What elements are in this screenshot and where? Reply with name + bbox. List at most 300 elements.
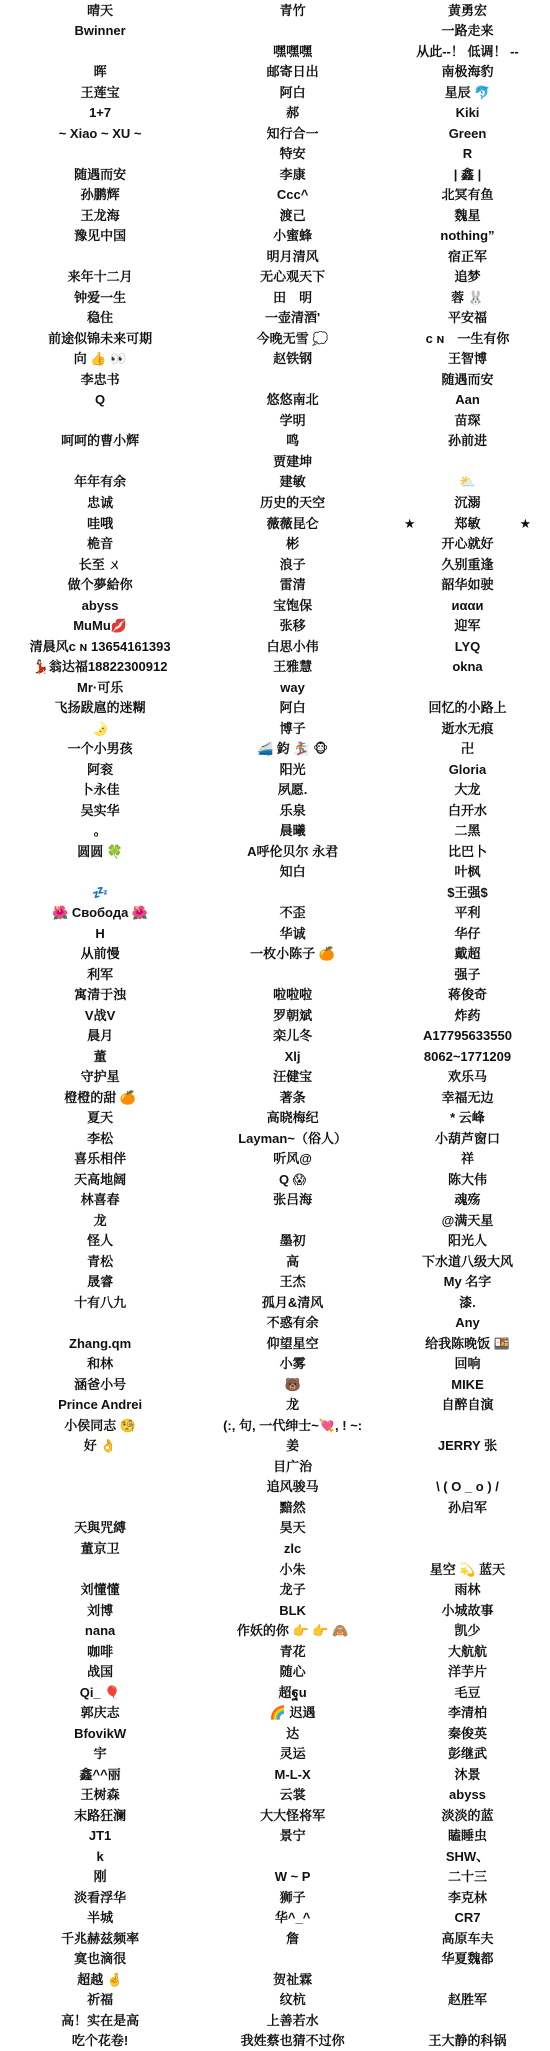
name-cell: 自醉自演 (441, 1397, 494, 1413)
name-cell (385, 1456, 550, 1477)
name-cell: Ccc^ (276, 187, 309, 203)
name-cell: 青花 (279, 1643, 306, 1659)
name-cell: MuMu💋 (73, 618, 127, 634)
name-cell: 炸药 (454, 1007, 481, 1023)
name-cell: 鸣 (286, 433, 300, 449)
name-cell: 华夏魏都 (441, 1951, 494, 1967)
name-cell: 洋芋片 (447, 1664, 487, 1680)
name-cell: 久别重逢 (441, 556, 494, 572)
name-cell (385, 1415, 550, 1436)
name-cell: ★ 郑敏 ★ (403, 515, 532, 531)
name-cell: (:, 句, 一代绅士~💘, ! ~: (223, 1417, 363, 1433)
name-cell: 知行合一 (266, 125, 319, 141)
name-cell: 吃个花卷! (71, 2033, 129, 2049)
name-cell (200, 1846, 385, 1867)
name-cell: 青松 (87, 1253, 114, 1269)
name-cell: 贺祉霖 (273, 1971, 313, 1987)
name-cell: 寓清于浊 (74, 987, 127, 1003)
name-cell: 赵铁钢 (273, 351, 313, 367)
name-cell: 豫见中国 (74, 228, 127, 244)
name-cell: 达 (286, 1725, 300, 1741)
name-cell: 狮子 (279, 1889, 306, 1905)
name-cell: 墨初 (279, 1233, 306, 1249)
name-cell: abyss (81, 597, 119, 613)
name-cell: 黯然 (279, 1499, 306, 1515)
name-cell (0, 1313, 200, 1334)
name-cell: 张移 (279, 618, 306, 634)
name-cell: 小葫芦窗口 (434, 1130, 500, 1146)
name-cell: 华诚 (279, 925, 306, 941)
name-cell: 雨林 (454, 1582, 481, 1598)
name-cell: 韶华如驶 (441, 577, 494, 593)
name-cell: 黄勇宏 (447, 2, 487, 18)
name-cell: 董 (93, 1048, 107, 1064)
name-cell (200, 21, 385, 42)
name-cell: 蒋俊奇 (447, 987, 487, 1003)
name-cell (385, 451, 550, 472)
name-cell: 华仔 (454, 925, 481, 941)
name-cell: 涵爸小号 (74, 1376, 127, 1392)
name-cell: Prince Andrei (58, 1397, 143, 1413)
name-cell: 好 👌 (83, 1438, 117, 1454)
name-cell: 龙子 (279, 1582, 306, 1598)
name-cell: 。 (93, 823, 107, 839)
name-cell: 小雾 (279, 1356, 306, 1372)
name-cell: 漆. (459, 1294, 476, 1310)
name-cell: Layman~（俗人） (238, 1130, 347, 1146)
name-cell: 平安福 (447, 310, 487, 326)
name-cell (385, 1969, 550, 1990)
name-cell: 薇薇昆仑 (266, 515, 319, 531)
name-cell: 无心观天下 (260, 269, 326, 285)
name-cell: 李康 (279, 166, 306, 182)
name-cell: 浪子 (279, 556, 306, 572)
name-cell: 回响 (454, 1356, 481, 1372)
name-cell (385, 2010, 550, 2031)
name-cell: 随心 (279, 1664, 306, 1680)
name-cell: иααи (451, 597, 484, 613)
name-cell (0, 1456, 200, 1477)
name-cell: Q 😱 (278, 1171, 307, 1187)
name-cell: 孙鹏辉 (80, 187, 120, 203)
name-cell: | 鑫 | (453, 166, 482, 182)
name-cell: 小朱 (279, 1561, 306, 1577)
name-cell: Q (95, 392, 106, 408)
name-cell: 一个小男孩 (67, 741, 133, 757)
name-cell: Kiki (455, 105, 480, 121)
name-cell: 张吕海 (273, 1192, 313, 1208)
name-cell: BLK (279, 1602, 306, 1618)
name-cell: 王大静的科锅 (428, 2033, 507, 2049)
name-cell: Green (448, 125, 487, 141)
name-cell: LYQ (454, 638, 481, 654)
name-cell (200, 1948, 385, 1969)
name-cell: ᴄ ɴ 一生有你 (425, 330, 510, 346)
name-cell: 作妖的你 👉 👉 🙈 (236, 1623, 349, 1639)
name-cell: 做个夢給你 (67, 577, 133, 593)
name-cell: 和林 (87, 1356, 114, 1372)
name-cell: 华^_^ (274, 1910, 311, 1926)
name-cell: 知白 (279, 864, 306, 880)
name-cell: 李忠书 (80, 371, 120, 387)
name-cell: 飞扬跋扈的迷糊 (54, 700, 146, 716)
name-cell: H (95, 925, 105, 941)
name-cell: V战V (84, 1007, 116, 1023)
name-cell: 天高地阔 (74, 1171, 127, 1187)
name-cell: 郝 (286, 105, 300, 121)
name-cell: 阿衮 (87, 761, 114, 777)
name-cell: 随遇而安 (74, 166, 127, 182)
name-cell (385, 1538, 550, 1559)
name-cell (200, 369, 385, 390)
name-cell (200, 882, 385, 903)
name-cell: 贾建坤 (273, 453, 313, 469)
name-cell: 吴实华 (80, 802, 120, 818)
name-cell: 栾儿冬 (273, 1028, 313, 1044)
name-cell: 从此--！ 低调！ -- (416, 43, 519, 59)
name-cell: 沉溺 (454, 494, 481, 510)
name-cell: 🌺 Свобода 🌺 (52, 905, 149, 921)
name-cell: 高 (286, 1253, 300, 1269)
name-cell: MIKE (451, 1376, 484, 1392)
name-cell: way (280, 679, 305, 695)
name-cell: 悠悠南北 (266, 392, 319, 408)
name-cell: 宝饱保 (273, 597, 313, 613)
name-cell: 上善若水 (266, 2012, 319, 2028)
name-cell: 守护星 (80, 1069, 120, 1085)
name-cell: Zhang.qm (69, 1335, 132, 1351)
name-cell: 彬 (286, 536, 300, 551)
name-cell (0, 1497, 200, 1518)
name-cell: 王智博 (447, 351, 487, 367)
name-cell: 乐泉 (279, 802, 306, 818)
name-cell: 今晚无雪 💭 (256, 330, 329, 346)
name-cell: 刘懂懂 (80, 1582, 120, 1598)
name-cell: 8062~1771209 (423, 1048, 512, 1064)
name-cell: 啦啦啦 (273, 987, 313, 1003)
name-cell: 下水道八级大风 (421, 1253, 513, 1269)
name-cell: 灵运 (279, 1746, 306, 1762)
name-cell (0, 246, 200, 267)
name-cell: 博子 (279, 720, 306, 736)
name-cell: 云裳 (279, 1787, 306, 1803)
name-cell: 小侯同志 🧐 (64, 1417, 136, 1433)
name-cell: 🌛 (92, 720, 109, 736)
name-cell: 向 👍 👀 (73, 351, 127, 367)
name-cell: A呼伦贝尔 永君 (247, 843, 339, 859)
name-cell: 末路狂澜 (74, 1807, 127, 1823)
name-cell: 高！实在是高 (61, 2012, 140, 2028)
name-cell: 晨月 (87, 1028, 114, 1044)
name-cell (0, 1477, 200, 1498)
name-cell: 刘博 (87, 1602, 114, 1618)
name-cell: 祥 (460, 1151, 474, 1167)
name-cell: 淡看浮华 (74, 1889, 127, 1905)
name-cell: 寞也滴很 (74, 1951, 127, 1967)
name-cell: My 名字 (443, 1274, 492, 1290)
name-cell: 南极海豹 (441, 64, 494, 80)
name-cell: 🐻 (284, 1376, 301, 1392)
name-cell: 著条 (279, 1089, 306, 1105)
name-cell: Mr·可乐 (76, 679, 124, 695)
name-cell: 二黑 (454, 823, 481, 839)
name-cell (0, 861, 200, 882)
name-cell: 不歪 (279, 905, 306, 921)
name-cell: Gloria (448, 761, 487, 777)
name-cell: Xlj (284, 1048, 301, 1064)
name-cell: 夏天 (87, 1110, 114, 1126)
name-cell: 白开水 (447, 802, 487, 818)
name-cell (0, 451, 200, 472)
name-cell: 渡己 (279, 207, 306, 223)
name-cell: 迎军 (454, 618, 481, 634)
name-cell: 平利 (454, 905, 481, 921)
name-cell (0, 144, 200, 165)
name-cell: 大龙 (454, 782, 481, 798)
name-cell: 年年有余 (74, 474, 127, 490)
name-cell: 秦俊英 (447, 1725, 487, 1741)
name-cell: \ ( O _ o ) / (436, 1479, 499, 1495)
name-cell: Aan (455, 392, 480, 408)
name-cell: 龙 (93, 1212, 107, 1228)
name-cell: 来年十二月 (67, 269, 133, 285)
name-cell: ⛅ (459, 474, 476, 490)
name-cell: 一枚小陈子 🍊 (250, 946, 335, 962)
name-cell: 叶枫 (454, 864, 481, 880)
name-cell: 田 明 (273, 289, 313, 305)
name-cell: 蓉 🐰 (451, 289, 484, 305)
name-cell: BfovikW (74, 1725, 127, 1741)
name-cell: 祈福 (87, 1992, 114, 2008)
name-cell: 卍 (460, 741, 474, 757)
name-cell: 戴超 (454, 946, 481, 962)
name-cell: 王龙海 (80, 207, 120, 223)
name-cell: 凯少 (454, 1623, 481, 1639)
name-cell: 昊天 (279, 1520, 306, 1536)
name-cell: 给我陈晚饭 🍱 (425, 1335, 510, 1351)
name-cell: 💃🏻翁达福18822300912 (32, 659, 168, 675)
name-cell: 明月清风 (266, 248, 319, 264)
name-cell: 橙橙的甜 🍊 (64, 1089, 136, 1105)
name-cell: 忠诚 (87, 494, 114, 510)
name-cell: 高原车夫 (441, 1930, 494, 1946)
name-cell: 特安 (279, 146, 306, 162)
name-cell: 阿白 (279, 84, 306, 100)
name-cell: 鑫^^丽 (79, 1766, 121, 1782)
name-cell: nothing” (440, 228, 495, 244)
name-cell: 詹 (286, 1930, 300, 1946)
name-cell: k (96, 1848, 104, 1864)
name-cell (200, 1210, 385, 1231)
name-cell: 回忆的小路上 (428, 700, 507, 716)
name-cell: okna (452, 659, 483, 675)
name-cell: 晨曦 (279, 823, 306, 839)
name-cell: 阳光 (279, 761, 306, 777)
name-cell: 一路走来 (441, 23, 494, 39)
name-cell: 随遇而安 (441, 371, 494, 387)
name-cell: 怪人 (87, 1233, 114, 1249)
name-cell: W ~ P (274, 1869, 311, 1885)
name-cell: 大大怪将军 (260, 1807, 326, 1823)
name-cell: 北冥有鱼 (441, 187, 494, 203)
name-cell: * 云峰 (450, 1110, 485, 1126)
name-cell: 淡淡的蓝 (441, 1807, 494, 1823)
name-cell: 罗朝斌 (273, 1007, 313, 1023)
name-cell: 陈大伟 (447, 1171, 487, 1187)
name-cell: 李清柏 (447, 1705, 487, 1721)
name-cell: 历史的天空 (260, 494, 326, 510)
name-cell: 景宁 (279, 1828, 306, 1844)
name-cell: 阿白 (279, 700, 306, 716)
name-cell: Bwinner (74, 23, 126, 39)
name-cell: 魏星 (454, 207, 481, 223)
name-cell: 逝水无痕 (441, 720, 494, 736)
name-cell: 强子 (454, 966, 481, 982)
name-cell: 从前慢 (80, 946, 120, 962)
name-cell: 桅音 (87, 536, 114, 551)
name-cell (385, 1518, 550, 1539)
name-cell: 长至 ㄨ (78, 556, 122, 572)
name-cell: 赵胜军 (447, 1992, 487, 2008)
name-cell: 二十三 (447, 1869, 487, 1885)
name-cell: 瞌睡虫 (447, 1828, 487, 1844)
name-cell: 沐景 (454, 1766, 481, 1782)
name-cell: 学明 (279, 412, 306, 428)
name-cell: 邮寄日出 (266, 64, 319, 80)
name-cell: Any (455, 1315, 480, 1331)
name-cell: 王树森 (80, 1787, 120, 1803)
name-cell: 圆圆 🍀 (77, 843, 123, 859)
name-cell: 星辰 🐬 (444, 84, 491, 100)
name-cell: Qi_ 🎈 (79, 1684, 121, 1700)
name-cell (385, 677, 550, 698)
name-cell: 💤 (92, 884, 109, 900)
name-cell: 前途似锦未来可期 (48, 330, 153, 346)
name-cell: 1+7 (89, 105, 112, 121)
name-cell: A17795633550 (423, 1028, 512, 1044)
name-cell: 目广治 (273, 1458, 313, 1474)
name-cell: R (462, 146, 473, 162)
name-cell: 卜永佳 (80, 782, 120, 798)
name-cell: abyss (449, 1787, 486, 1803)
name-cell: 晖 (93, 64, 107, 80)
name-cell: 嘿嘿嘿 (273, 43, 313, 59)
name-cell: 雷清 (279, 577, 306, 593)
name-cell: @满天星 (441, 1212, 494, 1228)
name-cell: 王莲宝 (80, 84, 120, 100)
name-cell: 姜 (286, 1438, 300, 1454)
name-cell: 小城故事 (441, 1602, 494, 1618)
name-cell: 十有八九 (74, 1294, 127, 1310)
name-cell: JT1 (88, 1828, 112, 1844)
name-cell: 高晓梅纪 (266, 1110, 319, 1126)
name-cell: 开心就好 (441, 536, 494, 551)
name-cell: 李克林 (447, 1889, 487, 1905)
name-cell: 董京卫 (80, 1541, 120, 1556)
name-cell (0, 41, 200, 62)
name-cell: 夙愿. (277, 782, 308, 798)
name-cell: 不惑有余 (266, 1315, 319, 1331)
name-cell: 小蜜蜂 (273, 228, 313, 244)
name-cell: 白思小伟 (266, 638, 319, 654)
name-cell (200, 964, 385, 985)
name-cell: 星空 💫 蓝天 (429, 1561, 506, 1577)
name-cell: M-L-X (274, 1766, 311, 1782)
name-cell: 一壶清酒' (265, 310, 321, 326)
name-cell: 魂殇 (454, 1192, 481, 1208)
name-cell: 王雅慧 (273, 659, 313, 675)
name-cell: 幸福无边 (441, 1089, 494, 1105)
name-cell: $王强$ (447, 884, 488, 900)
name-cell: 超越 🤞 (77, 1971, 123, 1987)
name-cell: 孙前进 (447, 433, 487, 449)
name-cell: CR7 (454, 1910, 481, 1926)
name-cell: 追梦 (454, 269, 481, 285)
name-cell: 清晨风ᴄ ɴ 13654161393 (29, 638, 171, 654)
name-cell: 宿正军 (447, 248, 487, 264)
name-cell: 🌈 迟遇 (269, 1705, 316, 1721)
name-cell: 千兆赫兹频率 (61, 1930, 140, 1946)
name-cell: 超ฐu (278, 1684, 307, 1700)
name-cell: 天與咒縛 (74, 1520, 127, 1536)
name-cell: 毛豆 (454, 1684, 481, 1700)
name-cell: 比巴卜 (447, 843, 487, 859)
name-cell: 王杰 (279, 1274, 306, 1290)
name-cell: 李松 (87, 1130, 114, 1146)
name-cell: 欢乐马 (447, 1069, 487, 1085)
name-cell: 战国 (87, 1664, 114, 1680)
name-cell: 宇 (93, 1746, 107, 1762)
name-cell: 晟睿 (87, 1274, 114, 1290)
name-cell: zlc (283, 1541, 302, 1556)
name-cell: 汪健宝 (273, 1069, 313, 1085)
name-cell: 孤月&清风 (261, 1294, 324, 1310)
name-cell: ~ Xiao ~ XU ~ (58, 125, 142, 141)
name-cell: 我姓蔡也猜不过你 (240, 2033, 345, 2049)
name-cell: 建敏 (279, 474, 306, 490)
name-cell: SHW、 (445, 1848, 490, 1864)
name-cell: 阳光人 (447, 1233, 487, 1249)
name-cell: 稳住 (87, 310, 114, 326)
name-cell: 林喜春 (80, 1192, 120, 1208)
name-cell (0, 410, 200, 431)
name-cell: JERRY 张 (437, 1438, 498, 1454)
name-cell: 钟爱一生 (74, 289, 127, 305)
name-cell: 苗琛 (454, 412, 481, 428)
name-cell: 咖啡 (87, 1643, 114, 1659)
name-cell: 孙启军 (447, 1499, 487, 1515)
name-cell: 龙 (286, 1397, 300, 1413)
name-cell: 半城 (87, 1910, 114, 1926)
name-cell: 哇哦 (87, 515, 114, 531)
name-cell: 🚄 鈞 🏂 🐵 (256, 741, 329, 757)
name-cell: 喜乐相伴 (74, 1151, 127, 1167)
name-cell (0, 1559, 200, 1580)
name-cell: 刚 (93, 1869, 107, 1885)
name-cell: 听风@ (273, 1151, 312, 1167)
name-cell: 纹杭 (279, 1992, 306, 2008)
name-cell: 彭继武 (447, 1746, 487, 1762)
name-cell: 晴天 (87, 2, 114, 18)
name-cell: 郭庆志 (80, 1705, 120, 1721)
name-cell: 仰望星空 (266, 1335, 319, 1351)
name-cell: 呵呵的曹小辉 (61, 433, 140, 449)
name-cell: 利军 (87, 966, 114, 982)
name-cell: 大航航 (447, 1643, 487, 1659)
name-cell: nana (84, 1623, 116, 1639)
name-cell: 追风骏马 (266, 1479, 319, 1495)
name-cell: 青竹 (279, 2, 306, 18)
